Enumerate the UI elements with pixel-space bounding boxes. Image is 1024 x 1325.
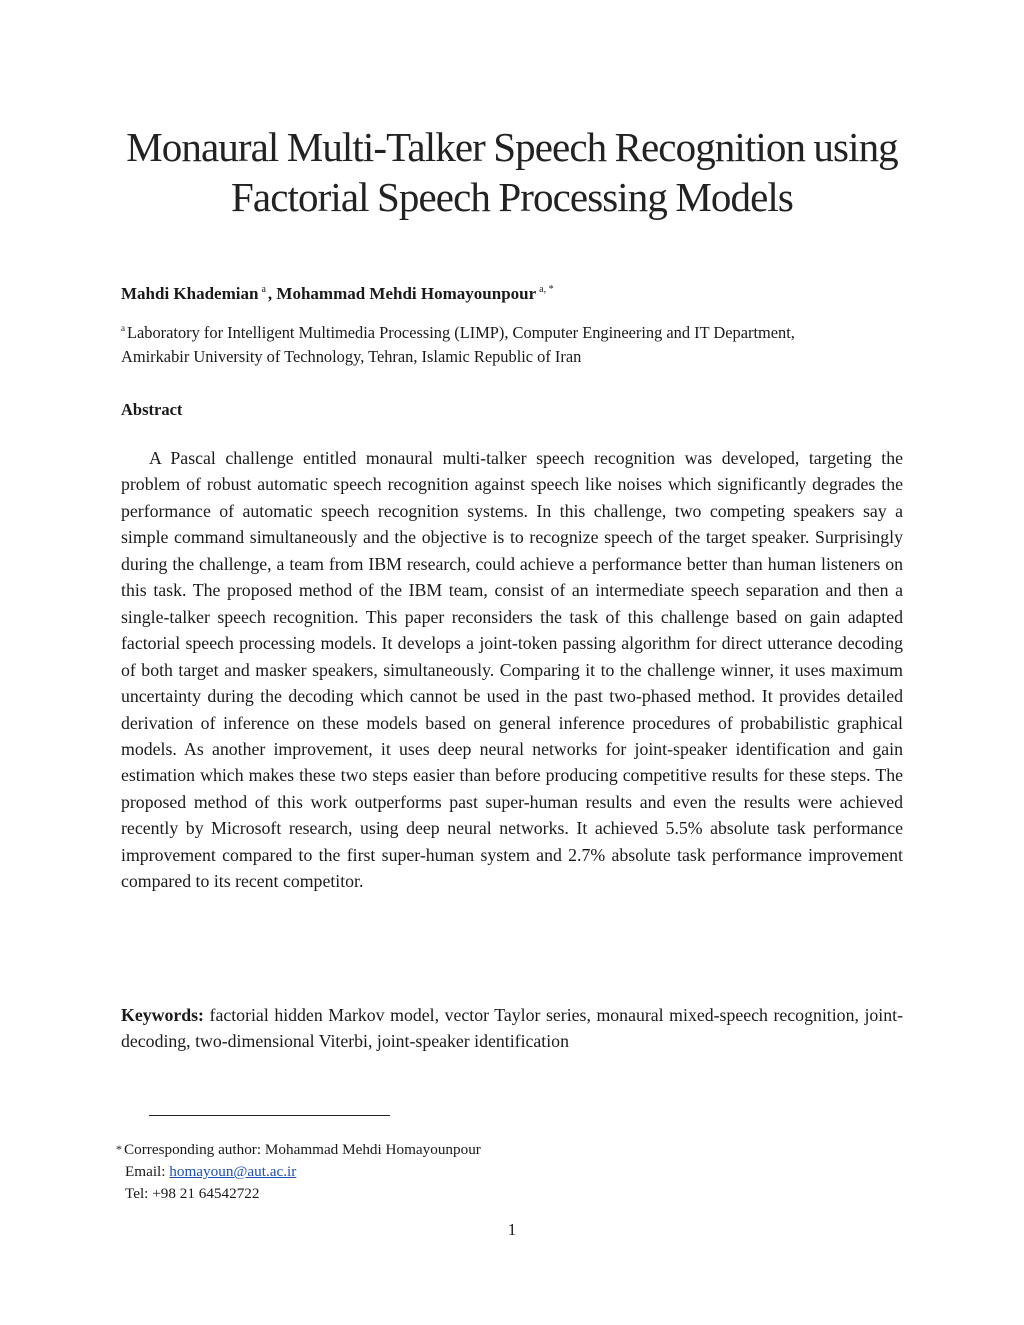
email-link[interactable]: homayoun@aut.ac.ir bbox=[169, 1163, 297, 1180]
footnote bbox=[116, 1138, 481, 1205]
footnote-email bbox=[116, 1161, 481, 1183]
affiliation bbox=[121, 316, 795, 369]
keywords bbox=[121, 1002, 903, 1054]
author-1-affiliation-mark: a bbox=[261, 284, 266, 295]
footnote-tel: Tel: +98 21 64542722 bbox=[125, 1185, 260, 1202]
keywords-label: Keywords: bbox=[121, 1005, 204, 1025]
affiliation-line-2: Amirkabir University of Technology, Tehran, Islamic Republic of Iran bbox=[121, 347, 582, 366]
author-separator: , bbox=[267, 284, 273, 303]
affiliation-mark: a bbox=[121, 323, 125, 333]
paper-title bbox=[60, 122, 964, 222]
affiliation-line-1: $^a$ Laboratory for Intelligent Multimedia Processing (LIMP), Computer Engineering and IT Department, bbox=[121, 323, 795, 342]
abstract-heading: Abstract bbox=[121, 400, 183, 419]
author-name-1: Mahdi Khademian bbox=[121, 284, 259, 303]
author-list bbox=[121, 284, 556, 304]
footnote-divider bbox=[149, 1115, 390, 1116]
title-line-2: Factorial Speech Processing Models bbox=[231, 174, 793, 220]
footnote-marker: * bbox=[116, 1142, 122, 1156]
author-name-2: Mohammad Mehdi Homayounpour bbox=[276, 284, 537, 303]
footnote-corresponding: * Corresponding author: Mohammad Mehdi Homayounpour bbox=[116, 1141, 481, 1158]
email-label: Email: bbox=[125, 1163, 166, 1180]
author-2-affiliation-mark: a, * bbox=[539, 284, 554, 295]
keywords-text: factorial hidden Markov model, vector Taylor series, monaural mixed-speech recognition, joint-decoding, two-dimensional Viterbi, joint-speaker identification bbox=[121, 1005, 903, 1051]
abstract-body: A Pascal challenge entitled monaural multi-talker speech recognition was developed, targeting the problem of robust automatic speech recognition against speech like noises which significantly degrades the performance of automatic speech recognition systems. In this challenge, two competing speakers say a simple command simultaneously and the objective is to recognize speech of the target speaker. Surprisingly during the challenge, a team from IBM research, could achieve a performance better than human listeners on this task. The proposed method of the IBM team, consist of an intermediate speech separation and then a single-talker speech recognition. This paper reconsiders the task of this challenge based on gain adapted factorial speech processing models. It develops a joint-token passing algorithm for direct utterance decoding of both target and masker speakers, simultaneously. Comparing it to the challenge winner, it uses maximum uncertainty during the decoding which cannot be used in the past two-phased method. It provides detailed derivation of inference on these models based on general inference procedures of probabilistic graphical models. As another improvement, it uses deep neural networks for joint-speaker identification and gain estimation which makes these two steps easier than before producing competitive results for these steps. The proposed method of this work outperforms past super-human results and even the results were achieved recently by Microsoft research, using deep neural networks. It achieved 5.5% absolute task performance improvement compared to the first super-human system and 2.7% absolute task performance improvement compared to its recent competitor. bbox=[121, 448, 903, 892]
page-number: 1 bbox=[507, 1220, 517, 1239]
title-line-1: Monaural Multi-Talker Speech Recognition using bbox=[126, 124, 898, 170]
